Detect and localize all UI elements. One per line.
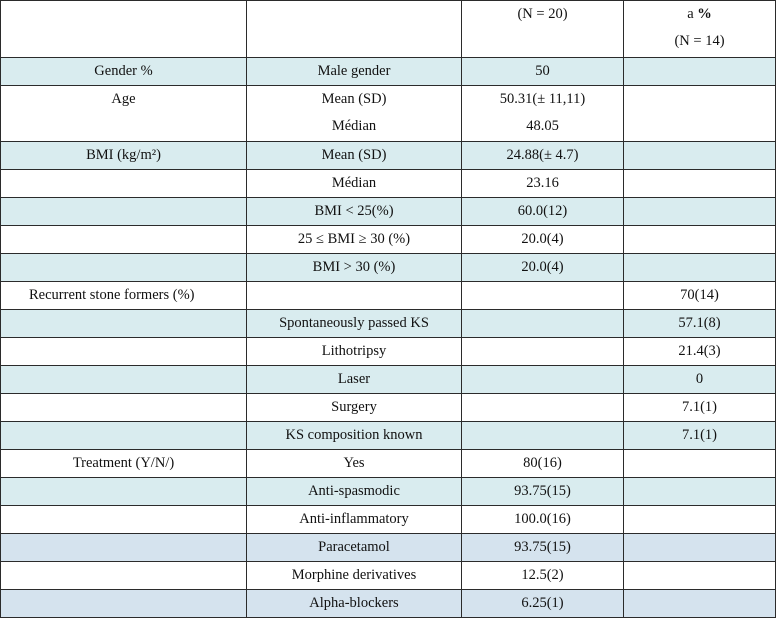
row-value-n20 — [462, 394, 624, 422]
row-value-n14: 21.4(3) — [624, 338, 776, 366]
row-sublabel: 25 ≤ BMI ≥ 30 (%) — [247, 226, 462, 254]
row-value-n20: 80(16) — [462, 450, 624, 478]
table-row-surgery — [1, 394, 776, 422]
row-value-n14 — [624, 58, 776, 86]
row-value-n20: 6.25(1) — [462, 590, 624, 618]
row-value-n20: 60.0(12) — [462, 198, 624, 226]
row-sublabel: Lithotripsy — [247, 338, 462, 366]
header-a-label: a — [687, 6, 694, 22]
header-n14-label: (N = 14) — [674, 33, 725, 49]
row-label — [1, 478, 247, 506]
row-value-n14 — [624, 226, 776, 254]
header-cell-n20 — [462, 1, 624, 58]
row-value-n14 — [624, 590, 776, 618]
row-label: Recurrent stone formers (%) — [1, 282, 247, 310]
age-median-label: Médian — [331, 118, 377, 134]
row-value-n20: 93.75(15) — [462, 478, 624, 506]
row-label — [1, 310, 247, 338]
row-sublabel: BMI > 30 (%) — [247, 254, 462, 282]
table-row-antiinflammatory — [1, 506, 776, 534]
row-label — [1, 366, 247, 394]
table-row-gender — [1, 58, 776, 86]
header-cell-n14 — [624, 1, 776, 58]
row-value-n14 — [624, 506, 776, 534]
table-row-ks-composition — [1, 422, 776, 450]
row-value-n14 — [624, 86, 776, 142]
row-sublabel: Médian — [247, 170, 462, 198]
row-value-n14 — [624, 534, 776, 562]
row-value-n14 — [624, 450, 776, 478]
row-value-n14 — [624, 562, 776, 590]
row-value-n20 — [462, 86, 624, 142]
table-row-recurrent — [1, 282, 776, 310]
row-sublabel: Spontaneously passed KS — [247, 310, 462, 338]
row-sublabel: Alpha-blockers — [247, 590, 462, 618]
row-label — [1, 170, 247, 198]
row-value-n14 — [624, 254, 776, 282]
row-value-n14: 0 — [624, 366, 776, 394]
row-value-n20: 20.0(4) — [462, 254, 624, 282]
age-mean-value: 50.31(± 11,11) — [499, 91, 586, 107]
header-percent-sign: % — [697, 6, 712, 22]
header-n20-label: (N = 20) — [517, 6, 568, 22]
row-sublabel: BMI < 25(%) — [247, 198, 462, 226]
row-label — [1, 422, 247, 450]
table-row-paracetamol — [1, 534, 776, 562]
row-label — [1, 226, 247, 254]
header-percent-label — [624, 1, 775, 28]
table-row-bmi — [1, 142, 776, 170]
row-sublabel: Yes — [247, 450, 462, 478]
row-value-n20: 50 — [462, 58, 624, 86]
row-value-n14 — [624, 478, 776, 506]
row-value-n20: 24.88(± 4.7) — [462, 142, 624, 170]
row-label: Treatment (Y/N/) — [1, 450, 247, 478]
row-value-n14 — [624, 170, 776, 198]
age-mean-label: Mean (SD) — [321, 91, 387, 107]
row-label — [1, 590, 247, 618]
row-label: BMI (kg/m²) — [1, 142, 247, 170]
row-sublabel — [247, 86, 462, 142]
table-row-bmi-25-30 — [1, 226, 776, 254]
row-sublabel: KS composition known — [247, 422, 462, 450]
row-label — [1, 198, 247, 226]
header-cell-1 — [1, 1, 247, 58]
table-row-spontaneous — [1, 310, 776, 338]
row-label — [1, 338, 247, 366]
table-row-lithotripsy — [1, 338, 776, 366]
row-value-n20: 23.16 — [462, 170, 624, 198]
row-value-n14: 7.1(1) — [624, 422, 776, 450]
row-sublabel — [247, 282, 462, 310]
row-value-n20: 93.75(15) — [462, 534, 624, 562]
table-row-bmi-lt25 — [1, 198, 776, 226]
row-sublabel: Surgery — [247, 394, 462, 422]
row-value-n20: 12.5(2) — [462, 562, 624, 590]
row-value-n14: 57.1(8) — [624, 310, 776, 338]
row-sublabel: Laser — [247, 366, 462, 394]
row-value-n20: 20.0(4) — [462, 226, 624, 254]
row-label — [1, 394, 247, 422]
table-row-bmi-median — [1, 170, 776, 198]
row-label — [1, 534, 247, 562]
row-label — [1, 254, 247, 282]
row-sublabel: Anti-inflammatory — [247, 506, 462, 534]
row-value-n20 — [462, 422, 624, 450]
header-cell-2 — [247, 1, 462, 58]
row-value-n20 — [462, 282, 624, 310]
row-sublabel: Male gender — [247, 58, 462, 86]
table-row-laser — [1, 366, 776, 394]
row-sublabel: Anti-spasmodic — [247, 478, 462, 506]
row-label — [1, 506, 247, 534]
row-sublabel: Paracetamol — [247, 534, 462, 562]
table-row-age — [1, 86, 776, 142]
table-row-antispasmodic — [1, 478, 776, 506]
table-row-alpha-blockers — [1, 590, 776, 618]
row-value-n20 — [462, 366, 624, 394]
row-value-n20 — [462, 338, 624, 366]
table-header-row — [1, 1, 776, 58]
row-label: Age — [1, 86, 247, 142]
row-value-n14: 7.1(1) — [624, 394, 776, 422]
row-value-n14 — [624, 198, 776, 226]
table-row-treatment — [1, 450, 776, 478]
table-row-morphine — [1, 562, 776, 590]
row-label: Gender % — [1, 58, 247, 86]
row-value-n14: 70(14) — [624, 282, 776, 310]
row-value-n20 — [462, 310, 624, 338]
row-value-n14 — [624, 142, 776, 170]
table-row-bmi-gt30 — [1, 254, 776, 282]
row-sublabel: Mean (SD) — [247, 142, 462, 170]
row-value-n20: 100.0(16) — [462, 506, 624, 534]
age-median-value: 48.05 — [526, 118, 559, 134]
row-sublabel: Morphine derivatives — [247, 562, 462, 590]
row-label — [1, 562, 247, 590]
